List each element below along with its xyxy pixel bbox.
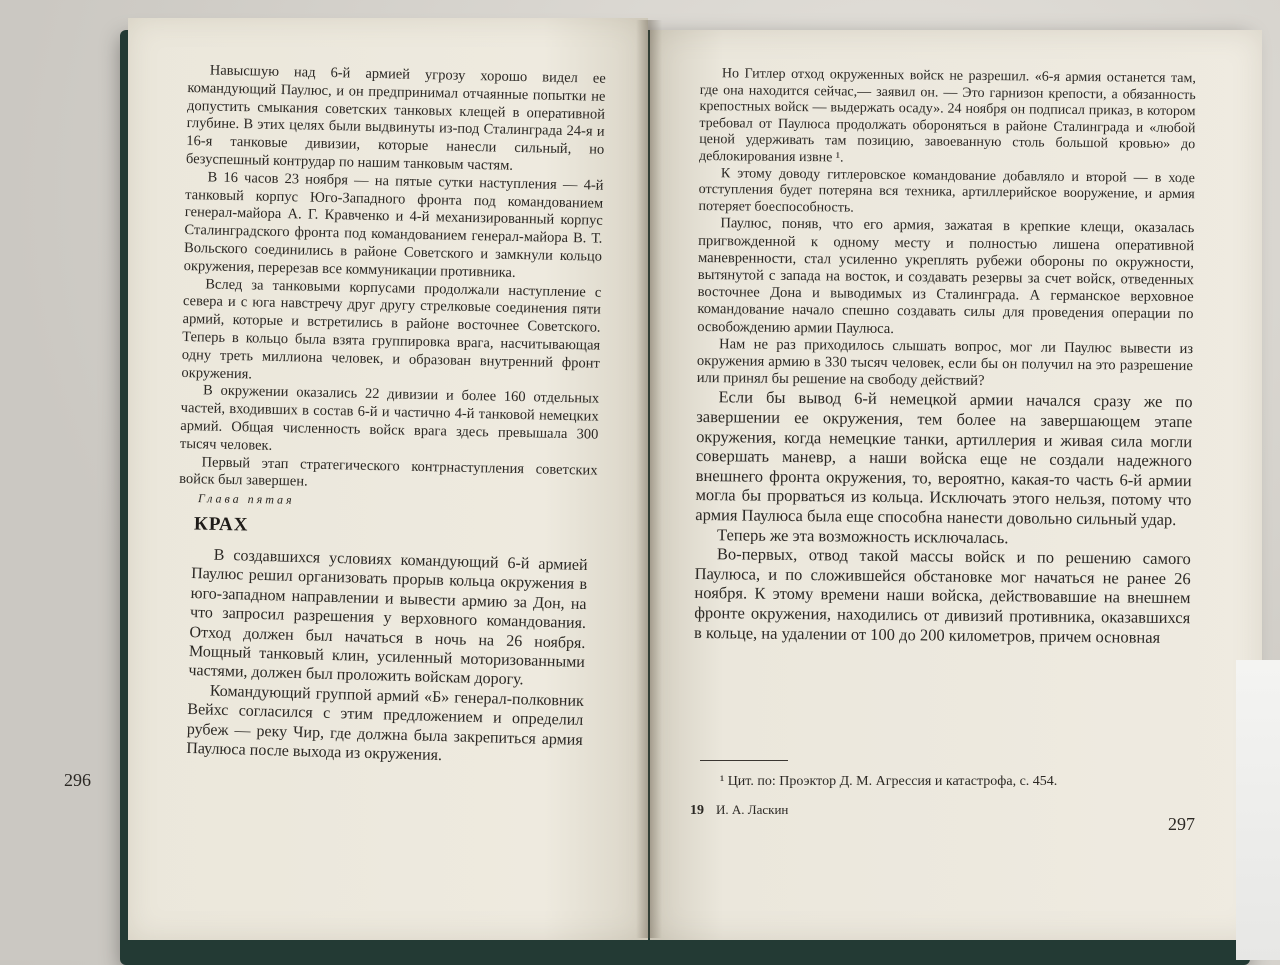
paragraph: Первый этап стратегического контрнаступления советских войск был завершен. xyxy=(179,453,598,490)
chapter-label: Глава пятая xyxy=(197,491,295,507)
paragraph: Командующий группой армий «Б» генерал-полковник Вейхс согласился с этим предложением и определил рубеж — реку Чир, где должна была закрепиться армия Паулюса после выхода из окружения. xyxy=(186,682,585,765)
paragraph: В 16 часов 23 ноября — на пятые сутки наступления — 4-й танковый корпус Юго-Западного фронта под командованием генерал-майора А. Г. Кравченко и 4-й механизированный корпус Сталинградского фронта под командованием генерал-майора В. Т. Вольского соединились в районе Советского и замкнули кольцо окружения, перерезав все коммуникации противника. xyxy=(183,169,604,281)
chapter-title: КРАХ xyxy=(193,513,249,536)
paragraph: Если бы вывод 6-й немецкой армии начался сразу же по завершении ее окружения, тем более на завершающем этапе окружения, когда немецкие танки, артиллерия и живая сила могли совершать маневр, а наши войска еще не создали надежного внешнего фронта окружения, то, вероятно, какая-то часть 6-й армии могла бы прорваться из кольца. Исключать этого нельзя, потому что армия Паулюса была еще способна нанести довольно сильный удар. xyxy=(695,387,1193,529)
signature-author: И. А. Ласкин xyxy=(716,802,789,817)
right-page-number: 297 xyxy=(1168,814,1195,834)
footnote: ¹ Цит. по: Проэктор Д. М. Агрессия и катастрофа, с. 454. xyxy=(720,774,1058,789)
paragraph: Паулюс, поняв, что его армия, зажатая в крепкие клещи, оказалась пригвожденной к одному месту и полностью лишена оперативной маневренности, стал усиленно укреплять рубежи обороны по окружности, вытянутой с запада на восток, и создавать резервы за счет войск, отведенных восточнее Дона и выводимых из Сталинграда. А германское верховное командование начало спешно создавать силы для проведения операции по освобождению армии Паулюса. xyxy=(697,215,1195,337)
paragraph: Нам не раз приходилось слышать вопрос, мог ли Паулюс вывести из окружения армию в 330 тысяч человек, если бы он получил на это разрешение или принял бы решение на свободу действий? xyxy=(696,335,1194,390)
paragraph: Теперь же эта возможность исключалась. xyxy=(716,524,1009,547)
left-page-text-bottom xyxy=(186,545,588,769)
right-page-text xyxy=(694,66,1196,647)
left-page-number: 296 xyxy=(64,770,91,790)
table-glare xyxy=(1236,660,1280,960)
paragraph: Во-первых, отвод такой массы войск и по решению самого Паулюса, и по сложившейся обстановке мог начаться не ранее 26 ноября. К этому времени наши войска, действовавшие на внешнем фронте окружения, находились от дивизий противника, оказавшихся в кольце, на удалении от 100 до 200 километров, причем основная xyxy=(693,544,1191,647)
signature-number: 19 xyxy=(690,803,704,818)
footnote-divider xyxy=(700,760,788,761)
paragraph: Но Гитлер отход окруженных войск не разрешил. «6-я армия останется там, где она находится сейчас,— заявил он. — Это гарнизон крепости, а обязанность крепостных войск — выдержать осаду». 24 ноября он подписал приказ, в котором требовал от Паулюса продолжать обороняться в районе Сталинграда и «любой ценой удерживать там позицию, завоеванную столь большой кровью» до деблокирования извне ¹. xyxy=(698,66,1196,166)
paragraph: В создавшихся условиях командующий 6-й армией Паулюс решил организовать прорыв кольца окружения в юго-западном направлении и вывести армию за Дон, на что запросил разрешения у верховного командования. Отход должен был начаться в ночь на 26 ноября. Мощный танковый клин, усиленный моторизованными частями, должен был проложить войскам дорогу. xyxy=(188,546,588,689)
paragraph: Навысшую над 6-й армией угрозу хорошо видел ее командующий Паулюс, и он предпринимал отчаянные попытки не допустить смыкания советских танковых клещей в оперативной глубине. В этих целях были выдвинуты из-под Сталинграда 24-я и 16-я танковые дивизии, которые нанесли сильный, но безуспешный контрудар по нашим танковым частям. xyxy=(185,62,606,174)
paragraph: К этому доводу гитлеровское командование добавляло и второй — в ходе отступления будет потеряна вся техника, артиллерийское вооружение, и армия потеряет боеспособность. xyxy=(698,165,1195,216)
left-page-text-top xyxy=(179,62,606,498)
printer-signature xyxy=(690,802,788,819)
book-gutter xyxy=(636,20,662,938)
paragraph: В окружении оказались 22 дивизии и более 160 отдельных частей, входивших в состав 6-й и частично 4-й танковой немецких армий. Общая численность войск врага здесь превышала 300 тысяч человек. xyxy=(179,382,600,454)
paragraph: Вслед за танковыми корпусами продолжали наступление с севера и с юга навстречу друг другу стрелковые соединения пяти армий, которые и встретились в районе восточнее Советского. Теперь в кольцо была взята группировка врага, насчитывающая одну треть миллиона человек, и образован внутренний фронт окружения. xyxy=(181,275,602,382)
